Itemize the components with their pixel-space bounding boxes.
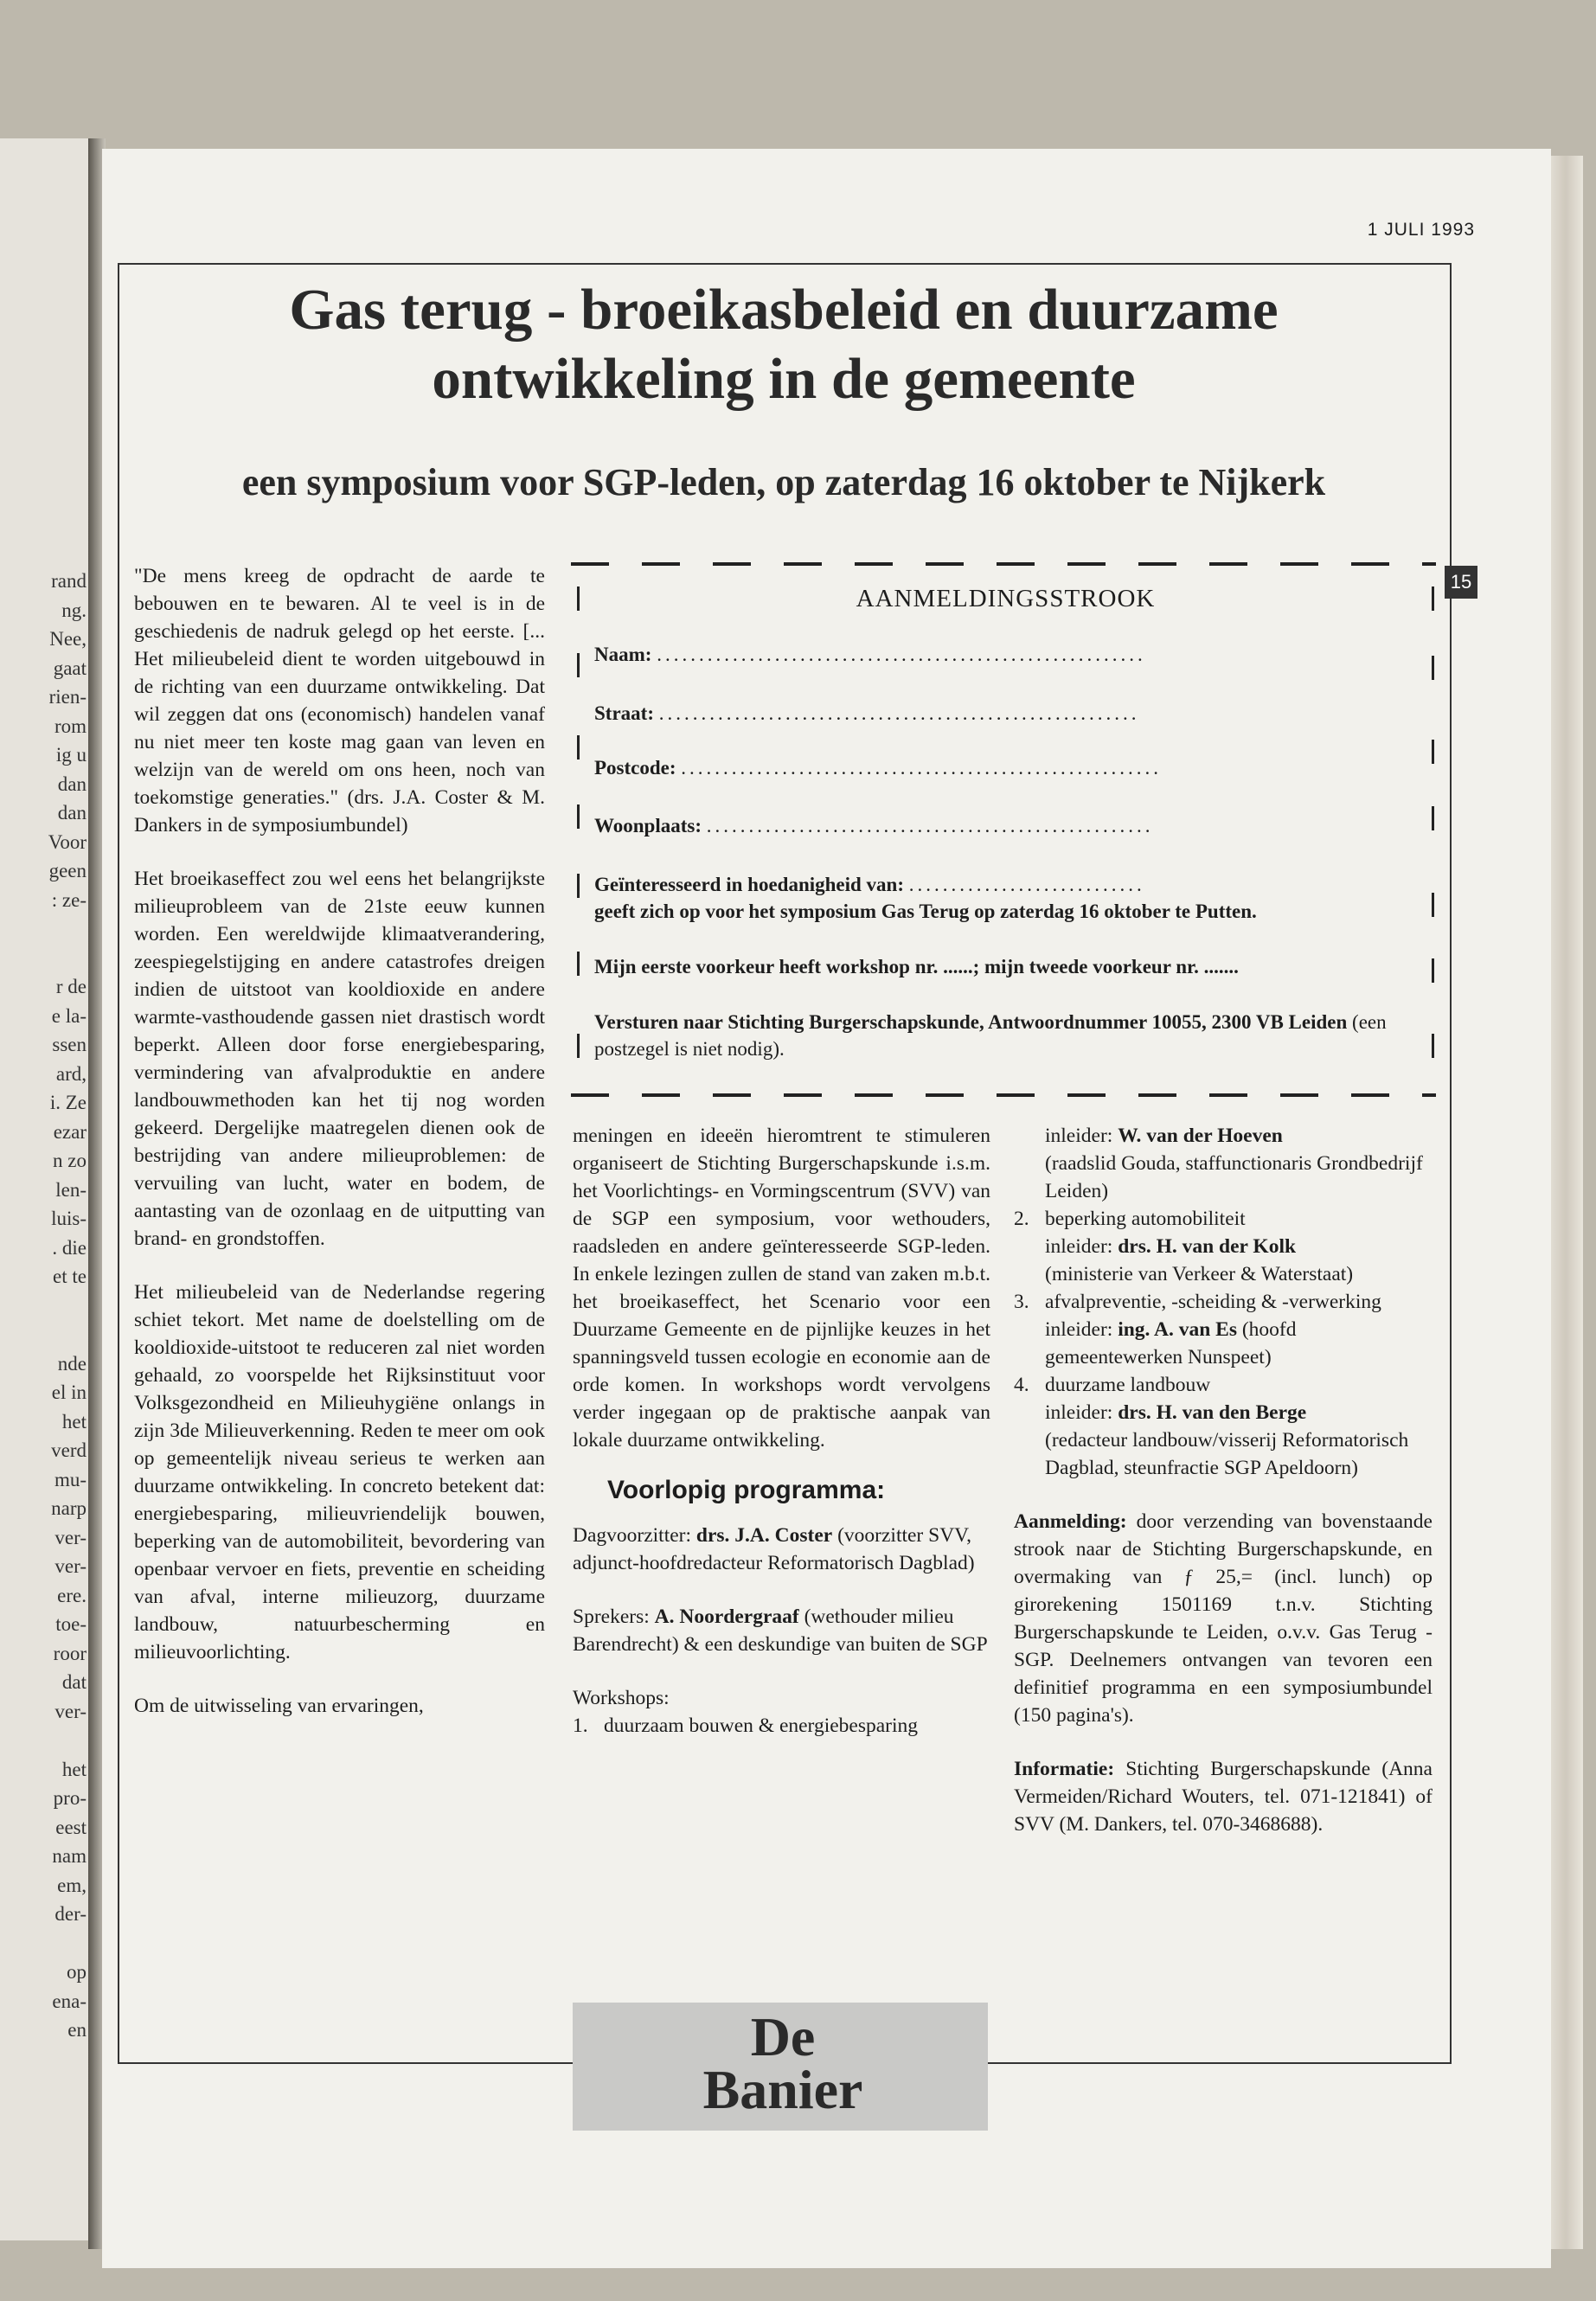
adjacent-page-fragment: n zo bbox=[53, 1150, 87, 1171]
adjacent-page-fragment: het bbox=[61, 1758, 87, 1780]
adjacent-page-fragment: ssen bbox=[52, 1034, 87, 1055]
adjacent-page-fragment: . die bbox=[52, 1236, 87, 1259]
woonplaats-field bbox=[594, 815, 1153, 837]
adjacent-page-fragment: pro- bbox=[53, 1787, 87, 1809]
adjacent-page-fragment: geen bbox=[48, 860, 87, 881]
woonplaats-dotted-line: ..................................................... bbox=[706, 815, 1154, 836]
workshop-item-3 bbox=[1014, 1288, 1433, 1316]
inleider-note: (redacteur landbouw/visserij Reformatorisch Dagblad, steunfractie SGP Apeldoorn) bbox=[1045, 1429, 1409, 1479]
cut-mark bbox=[577, 874, 580, 898]
workshop-number: 4. bbox=[1014, 1374, 1029, 1396]
logo-line-2: Banier bbox=[702, 2059, 863, 2120]
adjacent-page-fragment: i. Ze bbox=[49, 1092, 87, 1113]
left-column bbox=[134, 562, 545, 1746]
cut-mark bbox=[577, 735, 580, 760]
adjacent-page-fragment: ver- bbox=[54, 1555, 87, 1577]
cut-mark bbox=[577, 1034, 580, 1058]
title-line-2: ontwikkeling in de gemeente bbox=[432, 347, 1136, 411]
adjacent-page-fragment: en bbox=[67, 2019, 87, 2041]
right-column bbox=[1014, 1122, 1433, 1864]
workshop-3-speaker bbox=[1014, 1316, 1433, 1371]
form-title: AANMELDINGSSTROOK bbox=[856, 585, 1156, 612]
sprekers bbox=[573, 1603, 990, 1658]
form-workshop-line: Mijn eerste voorkeur heeft workshop nr. ......; mijn tweede voorkeur nr. ....... bbox=[594, 956, 1239, 977]
hoedanigheid-field bbox=[594, 874, 1145, 896]
workshop-4-speaker bbox=[1014, 1399, 1433, 1482]
quote-paragraph: "De mens kreeg de opdracht de aarde te bebouwen en te bewaren. Al te veel is in de geschiedenis de nadruk gelegd op het eerste. [... Het milieubeleid dient te worden uitgebouwd in de richting van een duurzame ontwikkeling. Dat wil zeggen dat ons (economisch) handelen vanaf nu niet meer ten koste mag gaan van leven en welzijn van de wereld om ons heen, noch van toekomstige generaties." (drs. J.A. Coster & M. Dankers in de symposiumbundel) bbox=[134, 565, 545, 836]
adjacent-page-fragment: ard, bbox=[55, 1062, 87, 1085]
issue-date: 1 JULI 1993 bbox=[1367, 220, 1475, 240]
workshop-number: 2. bbox=[1014, 1208, 1029, 1230]
dagvoorzitter bbox=[573, 1522, 990, 1577]
aanmelding-paragraph bbox=[1014, 1508, 1433, 1729]
workshop-item-2 bbox=[1014, 1205, 1433, 1233]
page-edges bbox=[1548, 156, 1583, 2249]
hoedanigheid-label: Geïnteresseerd in hoedanigheid van: bbox=[594, 874, 905, 895]
article-subtitle: een symposium voor SGP-leden, op zaterdag 16 oktober te Nijkerk bbox=[241, 461, 1326, 503]
adjacent-page-fragment: ere. bbox=[57, 1584, 87, 1606]
registration-slip bbox=[575, 571, 1436, 1090]
paragraph-broeikaseffect: Het broeikaseffect zou wel eens het belangrijkste milieuprobleem van de 21ste eeuw kunnen worden. Een wereldwijde klimaatverandering, zeespiegelstijging en andere catastrofes dreigen indien de uitstoot van kooldioxide en andere warmte-vasthoudende gassen niet drastisch wordt beperkt. Alleen door forse energiebesparing, vermindering van afvalproduktie en andere landbouwmethoden kan het tij nog worden gekeerd. Dergelijke maatregelen dienen ook de bestrijding van andere milieuproblemen: de vervuiling van lucht, water en bodem, de aantasting van de ozonlaag en de uitputting van brand- en grondstoffen. bbox=[134, 868, 545, 1250]
adjacent-page-fragment: ver- bbox=[54, 1526, 87, 1548]
cut-line-top bbox=[571, 562, 1436, 566]
aanmelding-text: door verzending van bovenstaande strook naar de Stichting Burgerschapskunde, en overmaking van ƒ 25,= (incl. lunch) op girorekening 1501169 t.n.v. Stichting Burgerschapskunde te Leiden, o.v.v. Gas Terug - SGP. Deelnemers ontvangen van tevoren een definitief programma en een symposiumbundel (150 pagina's). bbox=[1014, 1510, 1433, 1727]
adjacent-page-fragment: et te bbox=[53, 1266, 87, 1287]
adjacent-page-fragment: rien- bbox=[48, 686, 87, 708]
paragraph-milieubeleid: Het milieubeleid van de Nederlandse regering schiet tekort. Met name de doelstelling om de kooldioxide-uitstoot te reduceren zal niet worden gehaald, zo voorspelde het Rijksinstituut voor Volksgezondheid en Milieuhygiëne onlangs in zijn 3de Milieuverkenning. Reden te meer om ook op gemeentelijk niveau serieus te werken aan duurzame ontwikkeling. In concreto betekent dat: energiebesparing, milieuvriendelijk bouwen, beperking van de automobiliteit, bevordering van openbaar vervoer en fiets, preventie en scheiding van afval, interne milieuzorg, duurzame landbouw, natuurbescherming en milieuvoorlichting. bbox=[134, 1281, 545, 1663]
cut-mark bbox=[1432, 958, 1434, 983]
sprekers-note: (wethouder milieu Barendrecht) & een deskundige van buiten de SGP bbox=[573, 1606, 988, 1656]
adjacent-page-fragment: rand bbox=[51, 570, 87, 592]
dagvoorzitter-label: Dagvoorzitter: bbox=[573, 1524, 696, 1547]
adjacent-page-fragment: ig u bbox=[55, 744, 87, 766]
workshop-item-1 bbox=[573, 1712, 990, 1740]
article-title bbox=[119, 275, 1449, 413]
informatie-paragraph bbox=[1014, 1755, 1433, 1838]
adjacent-page-fragment: ezar bbox=[53, 1120, 87, 1143]
adjacent-page-fragment: Voor bbox=[48, 830, 87, 853]
straat-field bbox=[594, 702, 1139, 725]
adjacent-page-fragment: dat bbox=[61, 1671, 87, 1693]
cut-line-bottom bbox=[571, 1093, 1436, 1097]
adjacent-page-fragment: der- bbox=[54, 1903, 87, 1925]
cut-mark bbox=[1432, 740, 1434, 764]
aanmelding-label: Aanmelding: bbox=[1014, 1510, 1127, 1533]
cut-mark bbox=[577, 804, 580, 829]
inleider-name: W. van der Hoeven bbox=[1118, 1125, 1283, 1147]
workshop-number: 3. bbox=[1014, 1291, 1029, 1313]
naam-field bbox=[594, 644, 1146, 666]
postcode-field bbox=[594, 757, 1162, 779]
adjacent-page-fragment: dan bbox=[57, 772, 87, 795]
adjacent-page-fragment: eest bbox=[55, 1816, 87, 1838]
naam-label: Naam: bbox=[594, 644, 652, 665]
form-address-line bbox=[594, 1009, 1403, 1062]
adjacent-page-fragment: r de bbox=[55, 976, 87, 997]
cut-mark bbox=[1432, 1034, 1434, 1058]
dagvoorzitter-name: drs. J.A. Coster bbox=[695, 1524, 833, 1547]
adjacent-page-fragment: ver- bbox=[54, 1700, 87, 1722]
adjacent-page-fragment: len- bbox=[55, 1178, 87, 1201]
cut-mark bbox=[577, 653, 580, 677]
adjacent-page-fragment: ena- bbox=[52, 1990, 87, 2012]
adjacent-page-fragment: ng. bbox=[61, 599, 87, 621]
inleider-label: inleider: bbox=[1045, 1401, 1118, 1424]
form-putten-line: geeft zich op voor het symposium Gas Terug op zaterdag 16 oktober te Putten. bbox=[594, 901, 1257, 922]
adjacent-page-fragment: nde bbox=[57, 1352, 87, 1375]
inleider-name: drs. H. van den Berge bbox=[1118, 1401, 1307, 1424]
adjacent-page-fragment: Nee, bbox=[49, 628, 87, 650]
adjacent-page-fragment: het bbox=[61, 1410, 87, 1433]
woonplaats-label: Woonplaats: bbox=[594, 815, 702, 836]
sprekers-name: A. Noordergraaf bbox=[654, 1606, 799, 1628]
cut-mark bbox=[577, 952, 580, 976]
inleider-name: drs. H. van der Kolk bbox=[1118, 1235, 1297, 1258]
workshop-1-speaker bbox=[1014, 1122, 1433, 1205]
paragraph-symposium: meningen en ideeën hieromtrent te stimuleren organiseert de Stichting Burgerschapskunde i.s.m. het Voorlichtings- en Vormingscentrum (SVV) van de SGP een symposium, voor wethouders, raadsleden en andere geïnteresseerde SGP-leden. In enkele lezingen zullen de stand van zaken m.b.t. het broeikaseffect, het Scenario voor een Duurzame Gemeente en de pijnlijke keuzes in het spanningsveld tussen ecologie en economie aan de orde komen. In workshops wordt vervolgens verder ingegaan op de praktische aanpak van lokale duurzame ontwikkeling. bbox=[573, 1125, 990, 1452]
paragraph-uitwisseling: Om de uitwisseling van ervaringen, bbox=[134, 1695, 424, 1717]
logo-line-1: De bbox=[750, 2006, 816, 2067]
workshop-text: duurzaam bouwen & energiebesparing bbox=[604, 1715, 919, 1737]
cut-mark bbox=[1432, 806, 1434, 830]
workshop-2-speaker bbox=[1014, 1233, 1433, 1288]
adjacent-page-fragment: mu- bbox=[54, 1468, 87, 1490]
page-number: 15 bbox=[1445, 566, 1477, 599]
adjacent-page-fragment: : ze- bbox=[51, 888, 87, 911]
postcode-label: Postcode: bbox=[594, 757, 676, 779]
inleider-note: (ministerie van Verkeer & Waterstaat) bbox=[1045, 1263, 1354, 1285]
adjacent-page-fragment: dan bbox=[57, 802, 87, 824]
adjacent-page-fragment: gaat bbox=[53, 657, 87, 679]
program-heading: Voorlopig programma: bbox=[607, 1476, 886, 1504]
inleider-label: inleider: bbox=[1045, 1235, 1118, 1258]
adjacent-page-fragment: narp bbox=[51, 1497, 87, 1519]
workshop-number: 1. bbox=[573, 1715, 588, 1737]
workshop-text: duurzame landbouw bbox=[1045, 1374, 1211, 1396]
adjacent-page-fragment: toe- bbox=[55, 1613, 87, 1635]
de-banier-logo bbox=[675, 2006, 891, 2124]
inleider-name: ing. A. van Es bbox=[1118, 1318, 1237, 1341]
straat-dotted-line: ......................................................... bbox=[658, 702, 1140, 724]
straat-label: Straat: bbox=[594, 702, 654, 724]
inleider-label: inleider: bbox=[1045, 1318, 1118, 1341]
adjacent-page-fragment: verd bbox=[51, 1439, 87, 1461]
dagvoorzitter-note: (voorzitter SVV, adjunct-hoofdredacteur Reformatorisch Dagblad) bbox=[573, 1524, 975, 1574]
cut-mark bbox=[1432, 893, 1434, 917]
adjacent-page-fragment: el in bbox=[51, 1381, 87, 1403]
adjacent-page-fragment: roor bbox=[53, 1642, 87, 1664]
workshop-text: beperking automobiliteit bbox=[1045, 1208, 1246, 1230]
adjacent-page-fragment: op bbox=[67, 1961, 87, 1983]
title-line-1: Gas terug - broeikasbeleid en duurzame bbox=[289, 278, 1279, 342]
informatie-text: Stichting Burgerschapskunde (Anna Vermeiden/Richard Wouters, tel. 071-121841) of SVV (M. Dankers, tel. 070-3468688). bbox=[1014, 1758, 1433, 1836]
hoedanigheid-dotted-line: ............................ bbox=[908, 874, 1145, 895]
adjacent-page-fragment: rom bbox=[54, 715, 87, 737]
address-note: (een postzegel is niet nodig). bbox=[594, 1011, 1387, 1060]
address-text: Versturen naar Stichting Burgerschapskunde, Antwoordnummer 10055, 2300 VB Leiden bbox=[594, 1011, 1348, 1033]
sprekers-label: Sprekers: bbox=[573, 1606, 655, 1628]
naam-dotted-line: .......................................................... bbox=[657, 644, 1146, 665]
workshops-label: Workshops: bbox=[573, 1687, 670, 1709]
cut-mark bbox=[1432, 656, 1434, 680]
adjacent-page-fragment: luis- bbox=[51, 1208, 87, 1229]
inleider-note: (raadslid Gouda, staffunctionaris Grondbedrijf Leiden) bbox=[1045, 1152, 1423, 1202]
workshop-text: afvalpreventie, -scheiding & -verwerking bbox=[1045, 1291, 1381, 1313]
adjacent-page-fragment: em, bbox=[57, 1874, 87, 1896]
adjacent-page-fragment: e la- bbox=[51, 1004, 87, 1027]
workshop-item-4 bbox=[1014, 1371, 1433, 1399]
postcode-dotted-line: ......................................................... bbox=[681, 757, 1163, 779]
informatie-label: Informatie: bbox=[1014, 1758, 1115, 1780]
inleider-note: (hoofd gemeentewerken Nunspeet) bbox=[1045, 1318, 1297, 1368]
inleider-label: inleider: bbox=[1045, 1125, 1118, 1147]
middle-column bbox=[573, 1122, 990, 1740]
adjacent-page-fragment: nam bbox=[52, 1845, 87, 1867]
